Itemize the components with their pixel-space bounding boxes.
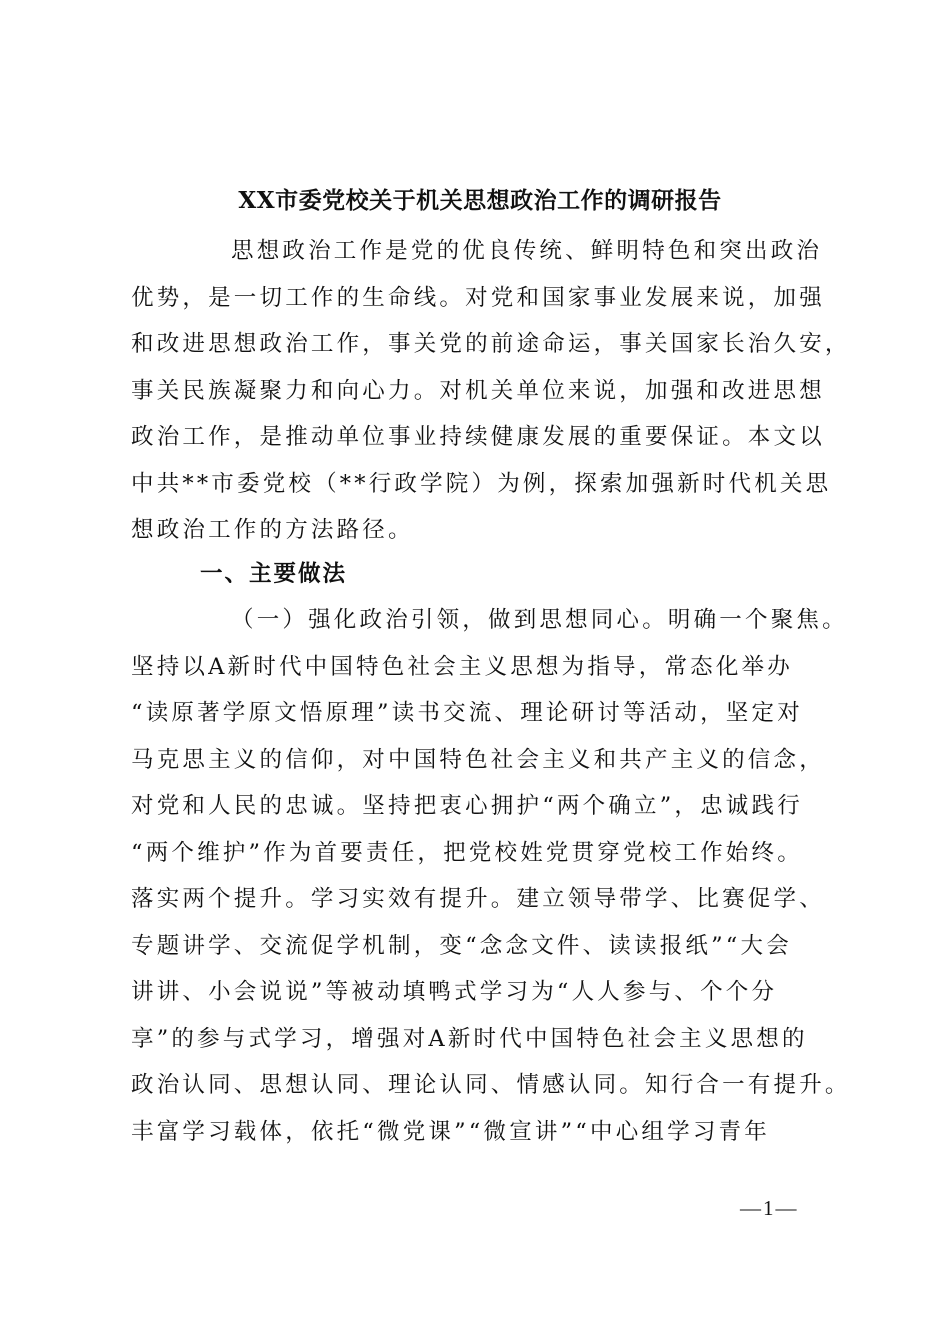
paragraph-line: 政治工作，是推动单位事业持续健康发展的重要保证。本文以 — [131, 424, 825, 450]
paragraph-line: “读原著学原文悟原理”读书交流、理论研讨等活动，坚定对 — [131, 700, 803, 726]
paragraph-line: 讲讲、小会说说”等被动填鸭式学习为“人人参与、个个分 — [131, 979, 778, 1005]
paragraph-line: 事关民族凝聚力和向心力。对机关单位来说，加强和改进思想 — [131, 377, 825, 404]
paragraph-line: 马克思主义的信仰，对中国特色社会主义和共产主义的信念， — [131, 746, 825, 773]
section-heading: 一、主要做法 — [200, 561, 348, 587]
paragraph-line: 政治认同、思想认同、理论认同、情感认同。知行合一有提升。 — [131, 1072, 851, 1098]
paragraph-line: 坚持以A新时代中国特色社会主义思想为指导，常态化举办 — [131, 653, 793, 680]
paragraph-line: 和改进思想政治工作，事关党的前途命运，事关国家长治久安， — [131, 331, 851, 357]
paragraph-line: 享”的参与式学习，增强对A新时代中国特色社会主义思想的 — [131, 1025, 808, 1052]
paragraph-line: 思想政治工作是党的优良传统、鲜明特色和突出政治 — [231, 238, 823, 264]
page-number: —1— — [740, 1196, 799, 1220]
paragraph-line: 想政治工作的方法路径。 — [131, 517, 414, 543]
paragraph-line: 中共**市委党校（**行政学院）为例，探索加强新时代机关思 — [131, 470, 832, 497]
paragraph-line: （一）强化政治引领，做到思想同心。明确一个聚焦。 — [231, 607, 848, 633]
paragraph-line: 丰富学习载体，依托“微党课”“微宣讲”“中心组学习青年 — [131, 1118, 770, 1145]
paragraph-line: 对党和人民的忠诚。坚持把衷心拥护“两个确立”，忠诚践行 — [131, 793, 803, 819]
paragraph-line: 专题讲学、交流促学机制，变“念念文件、读读报纸”“大会 — [131, 932, 792, 959]
paragraph-line: 优势，是一切工作的生命线。对党和国家事业发展来说，加强 — [131, 284, 825, 311]
paragraph-line: 落实两个提升。学习实效有提升。建立领导带学、比赛促学、 — [131, 886, 825, 912]
paragraph-line: “两个维护”作为首要责任，把党校姓党贯穿党校工作始终。 — [131, 839, 803, 866]
section-paragraph — [131, 597, 851, 1155]
document-title: XX市委党校关于机关思想政治工作的调研报告 — [238, 187, 722, 214]
intro-paragraph — [131, 228, 851, 554]
